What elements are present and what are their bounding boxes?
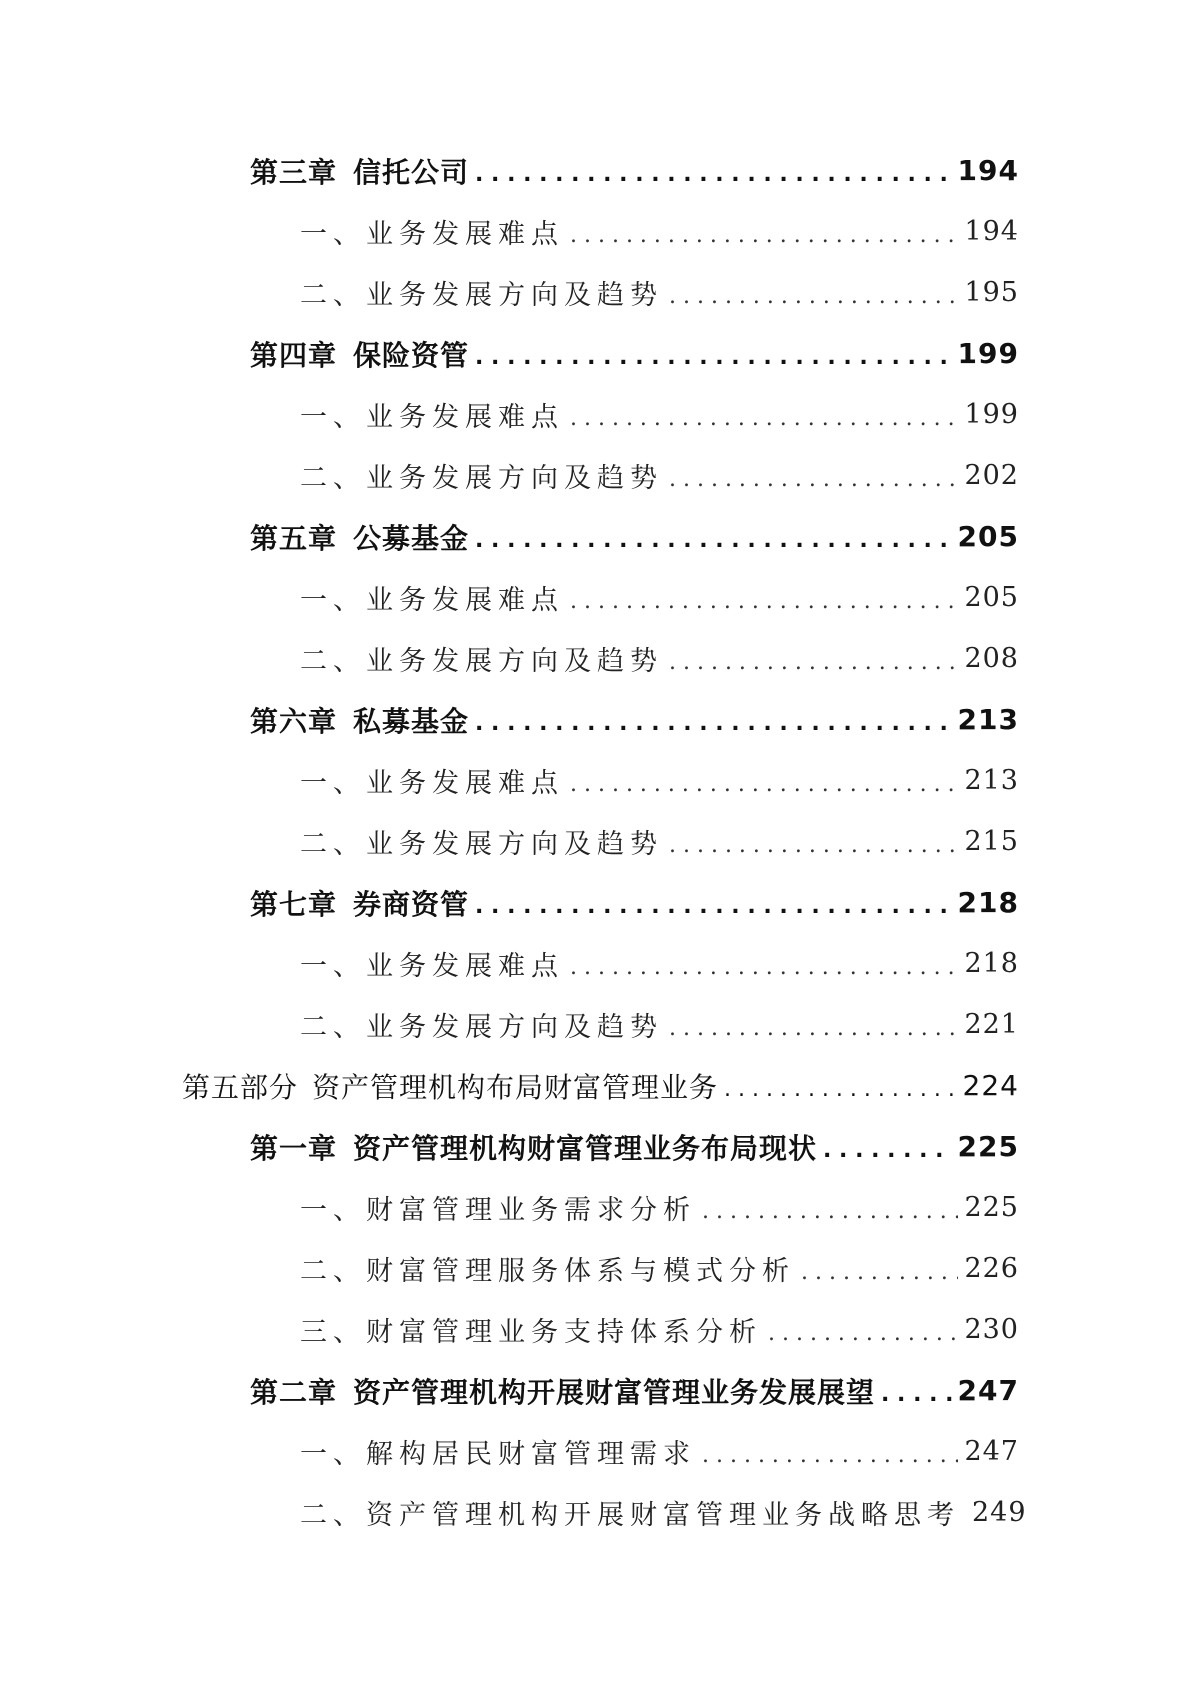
toc-entry-number: 第五部分 <box>182 1070 299 1104</box>
toc-entry-title <box>250 1371 875 1411</box>
toc-entry-title <box>300 1310 762 1349</box>
toc-entry-content <box>250 1360 1019 1421</box>
toc-entry-chapter[interactable] <box>0 140 1200 201</box>
toc-entry-content <box>300 933 1019 994</box>
toc-entry-label: 业务发展难点 <box>366 402 564 433</box>
toc-entry-title <box>300 273 663 312</box>
toc-entry-content <box>300 628 1019 689</box>
toc-entry-label: 信托公司 <box>353 155 470 189</box>
toc-page-number: 205 <box>964 582 1019 613</box>
toc-entry-content <box>300 811 1019 872</box>
toc-dot-leader <box>669 1016 958 1041</box>
toc-page-number: 225 <box>957 1130 1019 1163</box>
toc-entry-section[interactable] <box>0 750 1200 811</box>
toc-entry-section[interactable] <box>0 384 1200 445</box>
toc-entry-number: 二、 <box>300 463 366 494</box>
toc-dot-leader <box>669 284 958 309</box>
toc-entry-part[interactable] <box>0 1055 1200 1116</box>
toc-entry-chapter[interactable] <box>0 506 1200 567</box>
toc-entry-label: 解构居民财富管理需求 <box>366 1439 696 1470</box>
toc-entry-section[interactable] <box>0 262 1200 323</box>
toc-page-number: 213 <box>957 703 1019 736</box>
toc-entry-title <box>300 578 564 617</box>
toc-entry-number: 第七章 <box>250 887 338 921</box>
toc-dot-leader <box>475 162 952 187</box>
toc-entry-content <box>300 1177 1019 1238</box>
toc-dot-leader <box>475 528 952 553</box>
toc-entry-chapter[interactable] <box>0 689 1200 750</box>
toc-entry-section[interactable] <box>0 811 1200 872</box>
toc-entry-title <box>300 456 663 495</box>
toc-dot-leader <box>669 833 958 858</box>
toc-entry-content <box>250 323 1019 384</box>
toc-entry-content <box>300 750 1019 811</box>
toc-entry-label: 财富管理业务支持体系分析 <box>366 1317 762 1348</box>
toc-entry-number: 第四章 <box>250 338 338 372</box>
toc-entry-chapter[interactable] <box>0 1116 1200 1177</box>
toc-entry-title <box>300 761 564 800</box>
toc-entry-number: 三、 <box>300 1317 366 1348</box>
toc-entry-section[interactable] <box>0 1299 1200 1360</box>
toc-entry-title <box>300 212 564 251</box>
toc-entry-content <box>300 1482 1027 1543</box>
toc-entry-title <box>300 1188 696 1227</box>
toc-page-number: 202 <box>964 460 1019 491</box>
toc-entry-number: 二、 <box>300 1500 366 1531</box>
toc-entry-label: 业务发展难点 <box>366 585 564 616</box>
toc-entry-section[interactable] <box>0 1482 1200 1543</box>
toc-entry-label: 业务发展难点 <box>366 951 564 982</box>
toc-entry-content <box>300 262 1019 323</box>
toc-entry-title <box>182 1066 718 1106</box>
toc-entry-label: 业务发展方向及趋势 <box>366 280 663 311</box>
toc-page-number: 205 <box>957 520 1019 553</box>
toc-entry-title <box>300 1432 696 1471</box>
toc-entry-content <box>300 1299 1019 1360</box>
toc-entry-title <box>300 639 663 678</box>
toc-entry-title <box>250 700 469 740</box>
toc-entry-number: 一、 <box>300 585 366 616</box>
toc-entry-chapter[interactable] <box>0 872 1200 933</box>
toc-entry-title <box>250 334 469 374</box>
toc-page-number: 221 <box>964 1009 1019 1040</box>
toc-dot-leader <box>475 711 952 736</box>
toc-entry-number: 二、 <box>300 1012 366 1043</box>
toc-entry-content <box>300 1421 1019 1482</box>
toc-page-number: 230 <box>964 1314 1019 1345</box>
toc-entry-content <box>250 689 1019 750</box>
toc-entry-title <box>250 883 469 923</box>
toc-entry-number: 一、 <box>300 951 366 982</box>
toc-page-number: 218 <box>964 948 1019 979</box>
toc-page-number: 215 <box>964 826 1019 857</box>
toc-entry-chapter[interactable] <box>0 1360 1200 1421</box>
toc-entry-label: 公募基金 <box>353 521 470 555</box>
toc-entry-chapter[interactable] <box>0 323 1200 384</box>
toc-page-number: 194 <box>964 216 1019 247</box>
toc-dot-leader <box>823 1138 952 1163</box>
toc-entry-number: 二、 <box>300 646 366 677</box>
toc-entry-number: 一、 <box>300 1439 366 1470</box>
toc-dot-leader <box>570 223 958 248</box>
toc-entry-content <box>250 1116 1019 1177</box>
toc-entry-number: 二、 <box>300 1256 366 1287</box>
toc-dot-leader <box>669 650 958 675</box>
toc-entry-label: 资产管理机构开展财富管理业务发展展望 <box>353 1375 876 1409</box>
table-of-contents <box>0 140 1200 1543</box>
toc-entry-content <box>300 445 1019 506</box>
toc-entry-label: 财富管理服务体系与模式分析 <box>366 1256 795 1287</box>
toc-dot-leader <box>570 589 958 614</box>
toc-page-number: 224 <box>962 1069 1019 1102</box>
toc-entry-title <box>250 151 469 191</box>
toc-entry-label: 业务发展方向及趋势 <box>366 1012 663 1043</box>
toc-entry-section[interactable] <box>0 201 1200 262</box>
toc-dot-leader <box>570 406 958 431</box>
toc-page-number: 226 <box>964 1253 1019 1284</box>
toc-entry-title <box>250 517 469 557</box>
toc-entry-label: 券商资管 <box>353 887 470 921</box>
toc-entry-section[interactable] <box>0 445 1200 506</box>
toc-entry-label: 财富管理业务需求分析 <box>366 1195 696 1226</box>
toc-entry-section[interactable] <box>0 1177 1200 1238</box>
toc-entry-label: 资产管理机构布局财富管理业务 <box>312 1070 719 1104</box>
toc-dot-leader <box>570 772 958 797</box>
toc-page-number: 249 <box>972 1497 1027 1528</box>
toc-entry-title <box>300 944 564 983</box>
toc-page-number: 195 <box>964 277 1019 308</box>
toc-entry-section[interactable] <box>0 628 1200 689</box>
toc-entry-title <box>250 1127 817 1167</box>
toc-entry-label: 业务发展方向及趋势 <box>366 463 663 494</box>
toc-entry-number: 第一章 <box>250 1131 338 1165</box>
toc-entry-section[interactable] <box>0 1238 1200 1299</box>
toc-entry-content <box>182 1055 1019 1116</box>
toc-entry-number: 第二章 <box>250 1375 338 1409</box>
toc-entry-content <box>250 506 1019 567</box>
toc-entry-number: 一、 <box>300 1195 366 1226</box>
toc-entry-label: 资产管理机构财富管理业务布局现状 <box>353 1131 818 1165</box>
toc-entry-content <box>300 994 1019 1055</box>
toc-entry-number: 一、 <box>300 219 366 250</box>
toc-entry-title <box>300 1249 795 1288</box>
toc-dot-leader <box>768 1321 958 1346</box>
toc-entry-label: 资产管理机构开展财富管理业务战略思考 <box>366 1500 960 1531</box>
toc-page-number: 213 <box>964 765 1019 796</box>
toc-entry-number: 第六章 <box>250 704 338 738</box>
toc-entry-number: 二、 <box>300 829 366 860</box>
toc-entry-label: 业务发展难点 <box>366 768 564 799</box>
toc-entry-content <box>300 567 1019 628</box>
toc-dot-leader <box>669 467 958 492</box>
toc-page-number: 247 <box>957 1374 1019 1407</box>
toc-dot-leader <box>570 955 958 980</box>
toc-entry-section[interactable] <box>0 994 1200 1055</box>
toc-entry-number: 一、 <box>300 768 366 799</box>
toc-page-number: 199 <box>957 337 1019 370</box>
toc-entry-section[interactable] <box>0 567 1200 628</box>
toc-entry-title <box>300 395 564 434</box>
toc-page-number: 194 <box>957 154 1019 187</box>
toc-dot-leader <box>475 345 952 370</box>
toc-dot-leader <box>702 1443 958 1468</box>
toc-dot-leader <box>724 1077 957 1102</box>
toc-entry-title <box>300 1005 663 1044</box>
toc-entry-label: 业务发展方向及趋势 <box>366 829 663 860</box>
toc-entry-title <box>300 1493 960 1532</box>
toc-entry-content <box>250 140 1019 201</box>
toc-entry-title <box>300 822 663 861</box>
toc-entry-content <box>250 872 1019 933</box>
toc-entry-label: 业务发展方向及趋势 <box>366 646 663 677</box>
toc-page-number: 208 <box>964 643 1019 674</box>
toc-entry-content <box>300 384 1019 445</box>
toc-page-number: 247 <box>964 1436 1019 1467</box>
toc-dot-leader <box>475 894 952 919</box>
toc-entry-label: 私募基金 <box>353 704 470 738</box>
toc-entry-number: 二、 <box>300 280 366 311</box>
toc-entry-section[interactable] <box>0 933 1200 994</box>
toc-entry-number: 第五章 <box>250 521 338 555</box>
toc-entry-number: 一、 <box>300 402 366 433</box>
toc-entry-label: 保险资管 <box>353 338 470 372</box>
toc-dot-leader <box>801 1260 958 1285</box>
toc-dot-leader <box>881 1382 952 1407</box>
toc-entry-section[interactable] <box>0 1421 1200 1482</box>
toc-page-number: 218 <box>957 886 1019 919</box>
toc-entry-number: 第三章 <box>250 155 338 189</box>
toc-entry-content <box>300 201 1019 262</box>
toc-dot-leader <box>702 1199 958 1224</box>
toc-page-number: 225 <box>964 1192 1019 1223</box>
toc-page-number: 199 <box>964 399 1019 430</box>
toc-entry-label: 业务发展难点 <box>366 219 564 250</box>
toc-entry-content <box>300 1238 1019 1299</box>
